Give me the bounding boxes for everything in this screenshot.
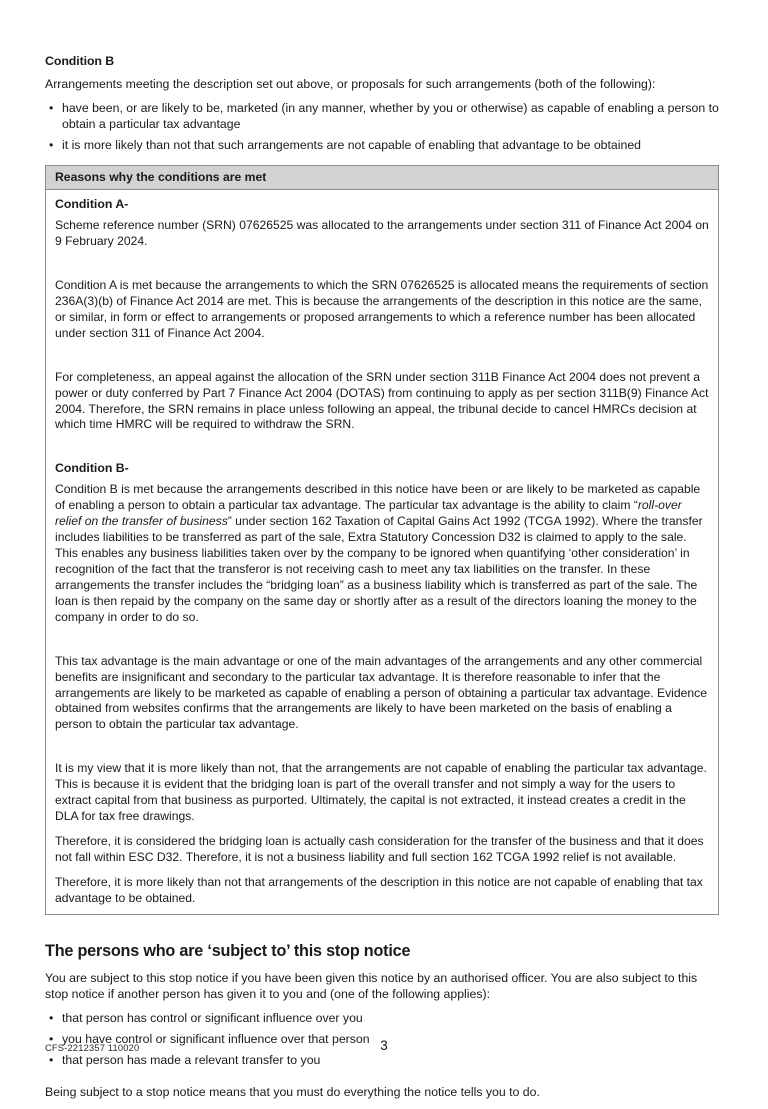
condition-b-paragraph-4: Therefore, it is considered the bridging loan is actually cash consideration for the transfer of the business and that it does not fall within ESC D32. Therefore, it is not a business liability and full section 162 TCGA 1992 relief is not available. (55, 833, 704, 864)
condition-b-paragraph-2: This tax advantage is the main advantage or one of the main advantages of the arrangements and any other commercial benefits are insignificant and secondary to the particular tax advantage. It is therefore reasonable to infer that the arrangements are likely to be marketed as capable of enabling a person of obtaining a particular tax advantage. Evidence obtained from websites confirms that the arrangements are likely to have been marketed on the basis of enabling a person to obtain the particular tax advantage. (55, 653, 707, 732)
condition-b-paragraph-5: Therefore, it is more likely than not that arrangements of the description in this notice are not capable of enabling that tax advantage to be obtained. (55, 874, 703, 905)
condition-b-bullet-list (45, 101, 719, 154)
condition-b-lead-text: Arrangements meeting the description set out above, or proposals for such arrangements (both of the following): (45, 77, 656, 91)
list-item (45, 1011, 719, 1027)
bullet-icon: • (49, 137, 54, 152)
list-item (45, 138, 719, 154)
paragraph-spacer (55, 866, 709, 875)
bullet-icon: • (49, 1031, 54, 1046)
list-item-text: that person has made a relevant transfer to you (62, 1052, 321, 1067)
condition-b-para1-part1: Condition B is met because the arrangements described in this notice have been or are likely to be marketed as capable of enabling a person to obtain a particular tax advantage. The particular tax advantage is the ability to claim “ (55, 482, 701, 513)
condition-b-heading: Condition B (45, 54, 115, 68)
bullet-icon: • (49, 100, 54, 115)
condition-a-paragraph-2: Condition A is met because the arrangements to which the SRN 07626525 is allocated means the requirements of section 236A(3)(b) of Finance Act 2014 are met. This is because the arrangements of the description in this notice are the same, or similar, in form or effect to arrangements or proposed arrangements to which a reference number has been allocated under section 311 of Finance Act 2004. (55, 278, 709, 340)
subject-to-section (45, 942, 719, 1101)
paragraph-spacer (55, 825, 709, 834)
bullet-icon: • (49, 1052, 54, 1067)
condition-a-paragraph-3: For completeness, an appeal against the allocation of the SRN under section 311B Finance Act 2004 does not prevent a power or duty conferred by Part 7 Finance Act 2004 (DOTAS) from continuing to apply as per section 311B(9) Finance Act 2004. Therefore, the SRN remains in place unless following an appeal, the tribunal decide to cancel HMRCs decision at which time HMRC will be required to withdraw the SRN. (55, 369, 709, 432)
condition-b-paragraph-3: It is my view that it is more likely than not, that the arrangements are not capable of enabling the particular tax advantage. This is because it is evident that the bridging loan is part of the overall transfer and not simply a way for the users to extract capital from that business as purported. Ultimately, the capital is not extracted, it instead creates a credit in the DLA for tax free drawings. (55, 761, 707, 824)
paragraph-spacer (55, 626, 709, 654)
condition-b-intro (45, 54, 719, 154)
subject-to-heading: The persons who are ‘subject to’ this stop notice (45, 941, 411, 960)
list-item (45, 101, 719, 133)
page-number: 3 (380, 1038, 388, 1053)
paragraph-spacer (55, 433, 709, 461)
list-item-text: have been, or are likely to be, marketed (in any manner, whether by you or otherwise) as capable of enabling a person to obtain a particular tax advantage (62, 100, 719, 131)
subject-to-lead-text: You are subject to this stop notice if you have been given this notice by an authorised officer. You are also subject to this stop notice if another person has given it to you and (one of the following applies): (45, 970, 698, 1001)
page-content (45, 54, 719, 1109)
paragraph-spacer (45, 1076, 719, 1085)
paragraph-spacer (55, 733, 709, 761)
condition-a-label: Condition A- (55, 197, 129, 212)
subject-to-closing-text: Being subject to a stop notice means that you must do everything the notice tells you to do. (45, 1084, 540, 1099)
condition-b-para1-italic-quote: roll-over relief on the transfer of business (55, 498, 682, 529)
list-item-text: you have control or significant influence over that person (62, 1031, 370, 1046)
condition-b-label: Condition B- (55, 461, 129, 476)
paragraph-spacer (55, 250, 709, 278)
reasons-box-header: Reasons why the conditions are met (46, 166, 718, 190)
list-item-text: that person has control or significant influence over you (62, 1010, 363, 1025)
condition-b-para1-part2: ” under section 162 Taxation of Capital Gains Act 1992 (TCGA 1992). Where the transfer includes liabilities to be transferred as part of the sale, Extra Statutory Concession D32 is claimed to apply to the sale. This enables any business liabilities taken over by the company to be ignored when quantifying ‘other consideration’ in recognition of the fact that the transferor is not receiving cash to meet any tax liabilities on the transfer. In these arrangements the transfer includes the “bridging loan” as a business liability which is transferred as part of the sale. The loan is then repaid by the company on the same day or shortly after as a result of the directors loaning the money to the company in order to do so. (55, 514, 703, 624)
paragraph-spacer (55, 342, 709, 370)
footer-reference-code: CFS-2212357 110020 (45, 1043, 140, 1053)
condition-b-paragraph-1 (55, 482, 709, 625)
condition-a-paragraph-1: Scheme reference number (SRN) 07626525 was allocated to the arrangements under section 311 of Finance Act 2004 on 9 February 2024. (55, 218, 709, 249)
list-item-text: it is more likely than not that such arrangements are not capable of enabling that advantage to be obtained (62, 137, 642, 152)
reasons-box-body (46, 190, 718, 913)
reasons-why-conditions-met-box (45, 165, 719, 915)
bullet-icon: • (49, 1010, 54, 1025)
